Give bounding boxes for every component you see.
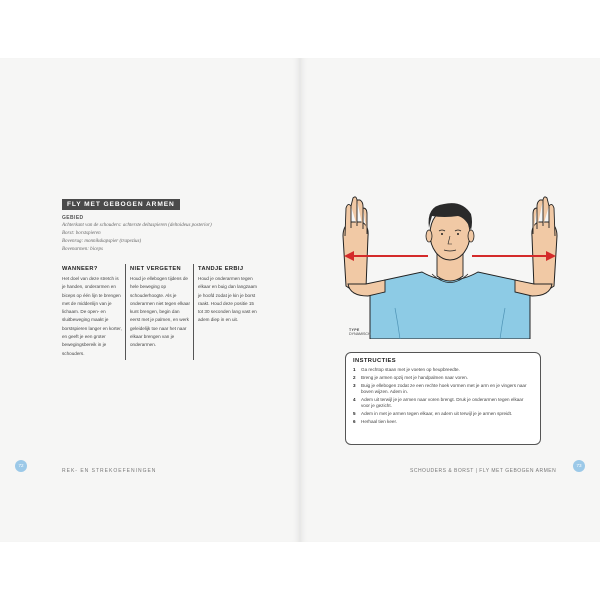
instruction-step — [353, 375, 533, 381]
step-number: 3 — [353, 383, 356, 389]
step-text: Herhaal tien keer. — [361, 419, 398, 425]
column-text: Het doel van deze stretch is je handen, onderarmen en biceps op één lijn te brengen met de middenlijn van je lichaam. De open- en sluitbeweging maakt je borstspieren langer en korter, en geeft je een groter bewegingsbereik in je schouders. — [62, 276, 122, 356]
instruction-step — [353, 367, 533, 373]
column-divider — [193, 264, 194, 360]
step-number: 2 — [353, 375, 356, 381]
column-remember — [130, 265, 190, 350]
page-number-left: 72 — [15, 460, 27, 472]
type-value: DYNAMISCH — [349, 332, 371, 337]
step-number: 6 — [353, 419, 356, 425]
column-when — [62, 265, 122, 358]
step-text: Breng je armen opzij met je handpalmen naar voren. — [361, 375, 468, 381]
muscle-line: Bovenarmen: biceps — [62, 247, 103, 252]
exercise-illustration — [340, 196, 560, 339]
step-text: Buig je ellebogen zodat ze een rechte hoek vormen met je arm en je vingers naar boven wijzen. Adem in. — [361, 383, 527, 394]
instruction-step — [353, 411, 533, 417]
muscle-line: Bovenrug: monnikskapspier (trapezius) — [62, 239, 142, 244]
step-number: 1 — [353, 367, 356, 372]
step-text: Adem in met je armen tegen elkaar, en adem uit terwijl je je armen spreidt. — [361, 410, 513, 416]
instruction-step — [353, 397, 533, 409]
column-extra — [198, 265, 258, 325]
exercise-title: FLY MET GEBOGEN ARMEN — [62, 199, 180, 210]
page-number-right: 73 — [573, 460, 585, 472]
column-divider — [125, 264, 126, 360]
shirt — [370, 272, 530, 339]
step-text: Ga rechtop staan met je voeten op heupbreedte. — [361, 367, 460, 372]
column-heading: TANDJE ERBIJ — [198, 266, 244, 272]
area-label: GEBIED — [62, 215, 84, 221]
column-text: Houd je onderarmen tegen elkaar en buig dan langzaam je hoofd zodat je kin je borst raakt. Houd deze positie 15 tot 30 seconden lang vast en adem diep in en uit. — [198, 276, 257, 323]
figure-type-label — [349, 328, 371, 337]
instructions-box — [345, 352, 541, 445]
running-footer-left: REK- EN STREKOEFENINGEN — [62, 468, 157, 474]
muscle-line: Achterkant van de schouders: achterste deltaspieren (deltoideus posterior) — [62, 223, 212, 228]
instruction-step — [353, 419, 533, 425]
column-text: Houd je ellebogen tijdens de hele beweging op schouderhoogte. Als je onderarmen niet tegen elkaar kunt brengen, begin dan eerst met je palmen, en werk geleidelijk toe naar het naar elkaar brengen van je onderarmen. — [130, 276, 191, 348]
step-text: Adem uit terwijl je je armen naar voren brengt. Druk je onderarmen tegen elkaar voor je gezicht. — [361, 397, 524, 408]
muscle-line: Borst: borstspieren — [62, 231, 101, 236]
step-number: 4 — [353, 397, 356, 403]
column-heading: WANNEER? — [62, 266, 98, 272]
step-number: 5 — [353, 410, 356, 416]
instruction-step — [353, 383, 533, 395]
running-footer-right: SCHOUDERS & BORST | FLY MET GEBOGEN ARMEN — [410, 468, 557, 474]
instructions-title: INSTRUCTIES — [353, 358, 397, 364]
type-label: TYPE — [349, 328, 360, 332]
column-heading: NIET VERGETEN — [130, 266, 182, 272]
